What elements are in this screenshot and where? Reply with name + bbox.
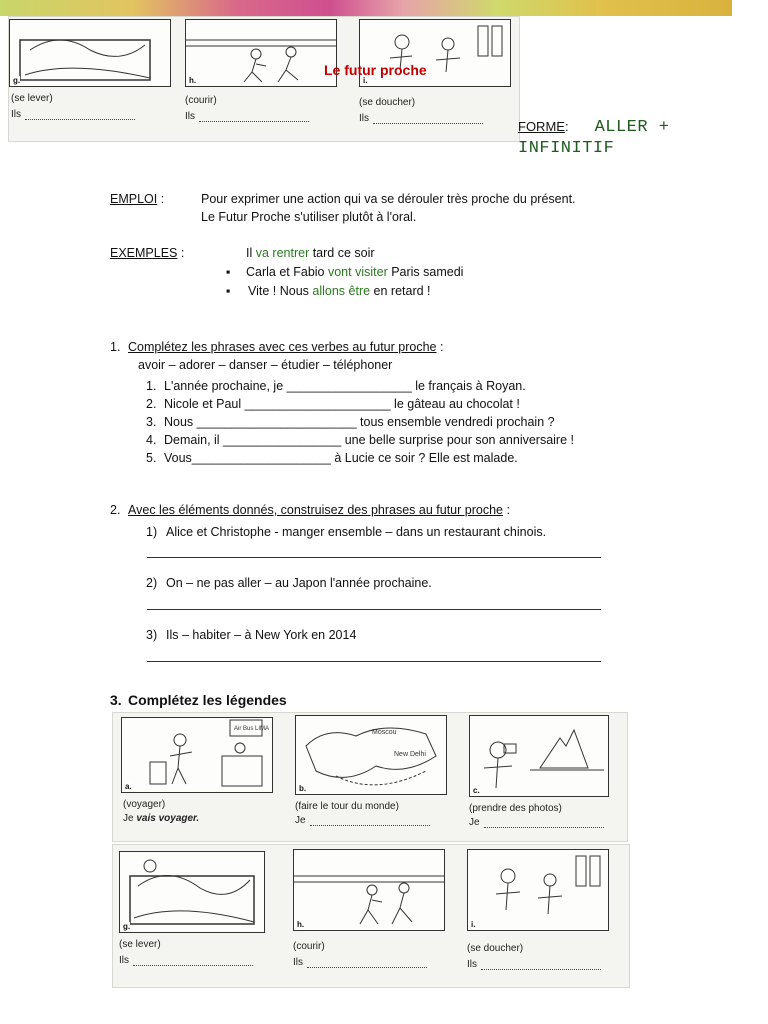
caption-answer bbox=[467, 959, 601, 970]
forme-colon: : bbox=[564, 119, 569, 134]
ex2-item-1 bbox=[146, 523, 546, 541]
illustration-running bbox=[185, 19, 337, 87]
panel-letter: b. bbox=[299, 784, 307, 793]
panel-letter: g. bbox=[13, 76, 21, 85]
caption-answer bbox=[469, 817, 604, 828]
item-number: 2) bbox=[146, 576, 158, 590]
caption-verb: (courir) bbox=[185, 95, 217, 106]
caption-verb: (se doucher) bbox=[467, 943, 524, 954]
caption-prefix: Ils bbox=[467, 959, 477, 970]
sentence-row bbox=[146, 413, 574, 431]
exemples-colon: : bbox=[177, 246, 185, 260]
top-illustrations bbox=[8, 16, 520, 142]
caption-answer bbox=[359, 113, 483, 124]
illustration-world-map bbox=[295, 715, 447, 795]
bullet: ▪ bbox=[226, 284, 231, 298]
ex1-verbs: avoir – adorer – danser – étudier – téléphoner bbox=[138, 358, 393, 372]
exemple-text: Il bbox=[246, 246, 256, 260]
panel-letter: h. bbox=[189, 76, 197, 85]
sentence-text: Demain, il _________________ une belle surprise pour son anniversaire ! bbox=[164, 433, 574, 447]
ex3-instruction: Complétez les légendes bbox=[128, 692, 287, 708]
caption-verb: (se doucher) bbox=[359, 97, 416, 108]
exemple-3 bbox=[226, 282, 431, 300]
panel-letter: i. bbox=[471, 920, 476, 929]
caption-prefix: Ils bbox=[293, 957, 303, 968]
caption-prefix: Ils bbox=[359, 113, 369, 124]
item-text: On – ne pas aller – au Japon l'année prochaine. bbox=[166, 576, 432, 590]
bullet: ▪ bbox=[226, 265, 231, 279]
ex2-item-3 bbox=[146, 626, 356, 644]
item-number: 3) bbox=[146, 628, 158, 642]
sentence-row bbox=[146, 431, 574, 449]
sentence-text: Vous____________________ à Lucie ce soir ? Elle est malade. bbox=[164, 451, 518, 465]
illustration-bed bbox=[119, 851, 265, 933]
panel-letter: h. bbox=[297, 920, 305, 929]
caption-answer bbox=[185, 111, 309, 122]
sentence-number: 5. bbox=[146, 451, 157, 465]
forme-value-line1: ALLER + bbox=[594, 118, 670, 137]
exemple-text: Carla et Fabio bbox=[246, 265, 328, 279]
exemple-1 bbox=[246, 244, 375, 262]
answer-line[interactable] bbox=[147, 557, 601, 558]
decorative-banner bbox=[0, 0, 732, 16]
forme-value-line2: INFINITIF bbox=[518, 139, 615, 158]
panel-letter: c. bbox=[473, 786, 480, 795]
exemple-text: en retard ! bbox=[370, 284, 431, 298]
item-number: 1) bbox=[146, 525, 158, 539]
map-city-label: Moscou bbox=[372, 729, 397, 736]
sentence-text: L'année prochaine, je __________________ le français à Royan. bbox=[164, 379, 526, 393]
caption-answer-text: vais voyager. bbox=[136, 813, 200, 824]
panel-letter: g. bbox=[123, 922, 131, 931]
caption-verb: (prendre des photos) bbox=[469, 803, 562, 814]
illustrations-row-2 bbox=[112, 844, 630, 988]
sentence-number: 2. bbox=[146, 397, 157, 411]
ex3-number: 3. bbox=[110, 692, 122, 708]
ex2-number: 2. bbox=[110, 503, 121, 517]
exemple-text: Paris samedi bbox=[387, 265, 464, 279]
sentence-number: 1. bbox=[146, 379, 157, 393]
exemples-label-block bbox=[110, 244, 184, 262]
emploi-colon: : bbox=[157, 192, 165, 206]
emploi-label-block bbox=[110, 190, 164, 208]
illustrations-row-1 bbox=[112, 712, 628, 842]
sentence-number: 4. bbox=[146, 433, 157, 447]
ex2-heading bbox=[110, 501, 510, 519]
caption-prefix: Ils bbox=[185, 111, 195, 122]
exemple-text: Vite ! Nous bbox=[248, 284, 313, 298]
ex1-colon: : bbox=[436, 340, 444, 354]
answer-line[interactable] bbox=[147, 661, 601, 662]
forme-label: FORME bbox=[518, 119, 565, 134]
sentence-number: 3. bbox=[146, 415, 157, 429]
caption-prefix: Je bbox=[123, 813, 134, 824]
caption-verb: (faire le tour du monde) bbox=[295, 801, 399, 812]
ex1-sentences bbox=[146, 377, 574, 467]
exemple-2 bbox=[226, 263, 463, 281]
answer-line[interactable] bbox=[147, 609, 601, 610]
caption-prefix: Ils bbox=[119, 955, 129, 966]
ex2-colon: : bbox=[502, 503, 510, 517]
exemple-text: tard ce soir bbox=[309, 246, 375, 260]
emploi-line2: Le Futur Proche s'utiliser plutôt à l'oral. bbox=[201, 210, 417, 224]
emploi-text bbox=[201, 190, 576, 226]
map-city-label: New Delhi bbox=[394, 751, 426, 758]
illustration-photo bbox=[469, 715, 609, 797]
ex1-instruction: Complétez les phrases avec ces verbes au futur proche bbox=[128, 340, 437, 354]
exemples-label: EXEMPLES bbox=[110, 246, 178, 260]
emploi-line1: Pour exprimer une action qui va se dérouler très proche du présent. bbox=[201, 192, 576, 206]
ex3-heading bbox=[110, 692, 287, 708]
emploi-label: EMPLOI bbox=[110, 192, 158, 206]
ex2-instruction: Avec les éléments donnés, construisez des phrases au futur proche bbox=[128, 503, 503, 517]
panel-letter: i. bbox=[363, 76, 368, 85]
ex1-number: 1. bbox=[110, 340, 121, 354]
caption-answer bbox=[293, 957, 427, 968]
illustration-bed bbox=[9, 19, 171, 87]
exemple-verb: va rentrer bbox=[255, 246, 310, 260]
caption-verb: (courir) bbox=[293, 941, 325, 952]
exemple-verb: vont visiter bbox=[327, 265, 388, 279]
exemple-verb: allons être bbox=[312, 284, 371, 298]
illustration-shower bbox=[467, 849, 609, 931]
item-text: Ils – habiter – à New York en 2014 bbox=[166, 628, 357, 642]
forme-block bbox=[518, 118, 758, 158]
panel-letter: a. bbox=[125, 782, 132, 791]
sentence-row bbox=[146, 377, 574, 395]
caption-prefix: Je bbox=[295, 815, 306, 826]
illustration-travel bbox=[121, 717, 273, 793]
sign-text: Air Bus LIMA bbox=[234, 726, 270, 732]
caption-prefix: Je bbox=[469, 817, 480, 828]
ex1-heading bbox=[110, 338, 443, 356]
caption-answer bbox=[295, 815, 430, 826]
page-title: Le futur proche bbox=[324, 62, 427, 78]
caption-answer bbox=[11, 109, 135, 120]
sentence-text: Nous _______________________ tous ensemble vendredi prochain ? bbox=[164, 415, 555, 429]
caption-answer bbox=[119, 955, 253, 966]
illustration-running bbox=[293, 849, 445, 931]
caption-verb: (voyager) bbox=[123, 799, 166, 810]
caption-verb: (se lever) bbox=[119, 939, 161, 950]
sentence-row bbox=[146, 395, 574, 413]
caption-verb: (se lever) bbox=[11, 93, 53, 104]
sentence-row bbox=[146, 449, 574, 467]
ex2-item-2 bbox=[146, 574, 432, 592]
sentence-text: Nicole et Paul _____________________ le gâteau au chocolat ! bbox=[164, 397, 520, 411]
caption-answer bbox=[123, 813, 199, 824]
caption-prefix: Ils bbox=[11, 109, 21, 120]
item-text: Alice et Christophe - manger ensemble – dans un restaurant chinois. bbox=[166, 525, 547, 539]
